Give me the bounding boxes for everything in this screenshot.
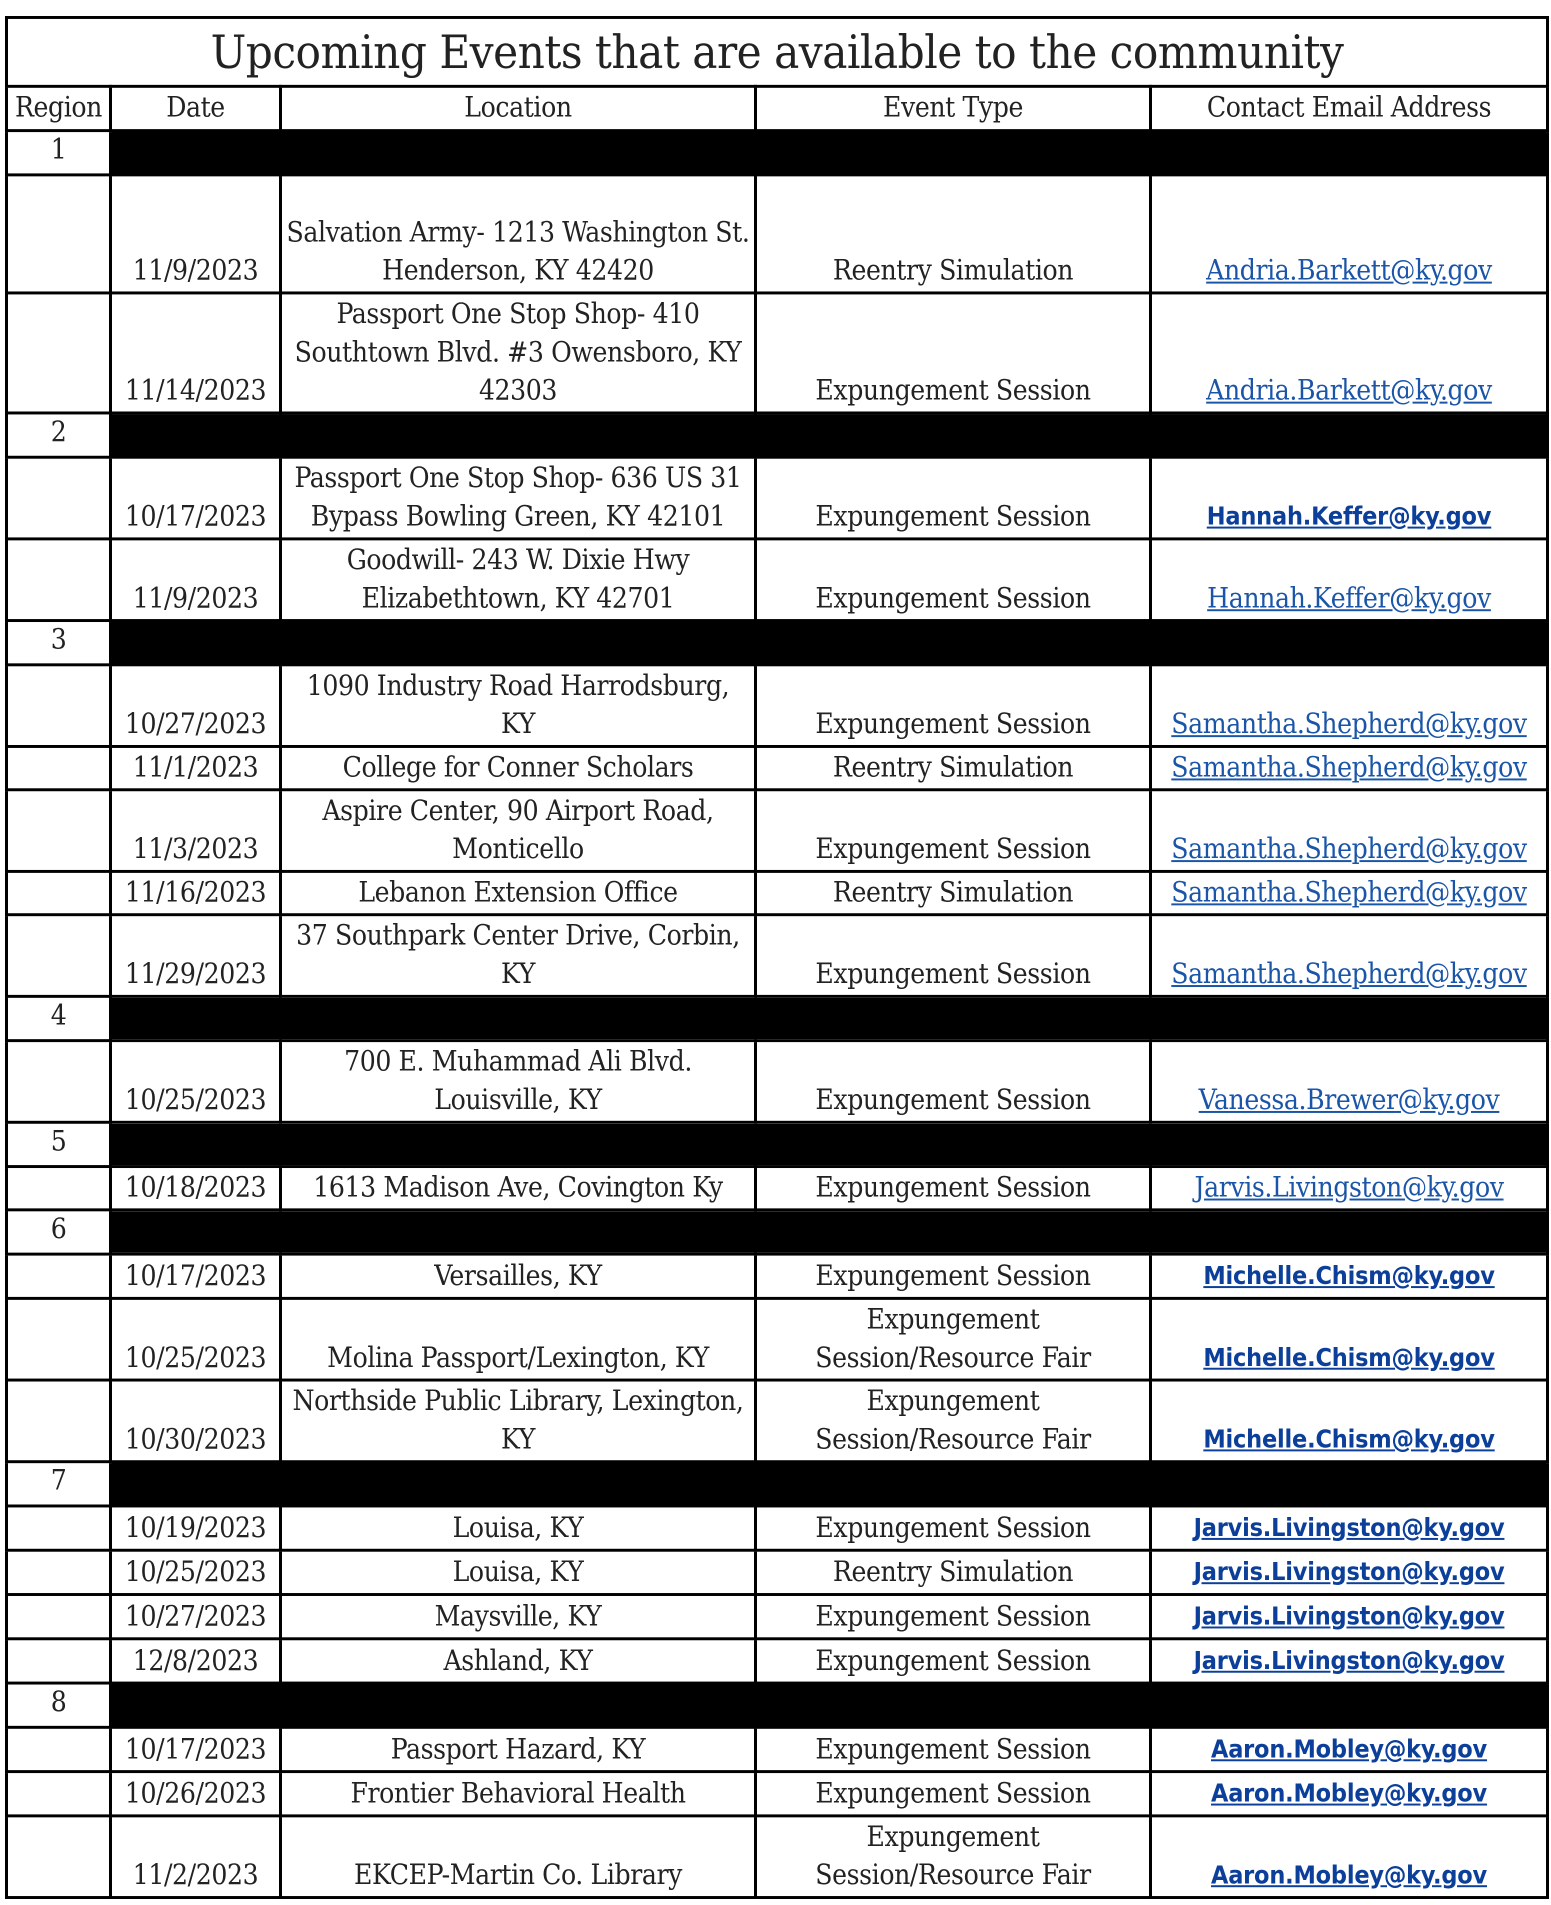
region-header-row <box>7 1462 1548 1506</box>
region-divider-bar <box>111 1122 1548 1166</box>
region-cell <box>7 1380 111 1462</box>
column-header-location: Location <box>281 86 756 130</box>
column-header-date: Date <box>111 86 281 130</box>
contact-email-cell <box>1151 457 1548 539</box>
event-type: Expungement Session <box>756 1506 1151 1550</box>
contact-email-link[interactable]: Aaron.Mobley@ky.gov <box>1210 1860 1488 1890</box>
event-type: Expungement Session <box>756 1727 1151 1771</box>
region-cell <box>7 746 111 789</box>
event-location: 700 E. Muhammad Ali Blvd. Louisville, KY <box>281 1041 756 1123</box>
table-row <box>7 746 1548 789</box>
contact-email-link[interactable]: Aaron.Mobley@ky.gov <box>1210 1778 1488 1808</box>
region-divider-bar <box>111 996 1548 1040</box>
table-row <box>7 457 1548 539</box>
region-number: 1 <box>7 131 111 175</box>
region-cell <box>7 1298 111 1380</box>
event-type: Expungement Session <box>756 457 1151 539</box>
event-type: Expungement Session <box>756 1041 1151 1123</box>
event-type: Expungement Session <box>756 1167 1151 1210</box>
event-type: Expungement Session/Resource Fair <box>756 1816 1151 1898</box>
event-location: Louisa, KY <box>281 1550 756 1594</box>
events-table <box>5 16 1549 1899</box>
event-type: Expungement Session/Resource Fair <box>756 1298 1151 1380</box>
region-cell <box>7 1254 111 1298</box>
contact-email-link[interactable]: Samantha.Shepherd@ky.gov <box>1171 875 1527 909</box>
region-cell <box>7 293 111 413</box>
event-date: 10/30/2023 <box>111 1380 281 1462</box>
event-location: Passport Hazard, KY <box>281 1727 756 1771</box>
region-number: 8 <box>7 1683 111 1727</box>
contact-email-link[interactable]: Andria.Barkett@ky.gov <box>1206 254 1492 287</box>
contact-email-link[interactable]: Vanessa.Brewer@ky.gov <box>1198 1083 1500 1116</box>
table-row <box>7 790 1548 872</box>
table-row <box>7 1639 1548 1683</box>
contact-email-link[interactable]: Jarvis.Livingston@ky.gov <box>1193 1557 1505 1587</box>
contact-email-cell <box>1151 1298 1548 1380</box>
region-divider-bar <box>111 1683 1548 1727</box>
contact-email-cell <box>1151 539 1548 621</box>
region-cell <box>7 175 111 293</box>
event-location: 1613 Madison Ave, Covington Ky <box>281 1167 756 1210</box>
contact-email-cell <box>1151 293 1548 413</box>
region-number: 2 <box>7 413 111 457</box>
event-location: 1090 Industry Road Harrodsburg, KY <box>281 665 756 747</box>
event-date: 11/14/2023 <box>111 293 281 413</box>
event-date: 12/8/2023 <box>111 1639 281 1683</box>
contact-email-cell <box>1151 1550 1548 1594</box>
event-location: Molina Passport/Lexington, KY <box>281 1298 756 1380</box>
contact-email-cell <box>1151 665 1548 747</box>
event-type: Reentry Simulation <box>756 746 1151 789</box>
page-title: Upcoming Events that are available to the community <box>7 17 1548 86</box>
table-row <box>7 1380 1548 1462</box>
region-divider-bar <box>111 621 1548 665</box>
table-row <box>7 665 1548 747</box>
region-cell <box>7 665 111 747</box>
event-type: Expungement Session <box>756 293 1151 413</box>
contact-email-cell <box>1151 1506 1548 1550</box>
contact-email-link[interactable]: Jarvis.Livingston@ky.gov <box>1194 1170 1504 1204</box>
contact-email-cell <box>1151 1727 1548 1771</box>
column-header-event-type: Event Type <box>756 86 1151 130</box>
region-header-row <box>7 621 1548 665</box>
event-location: Passport One Stop Shop- 410 Southtown Blvd. #3 Owensboro, KY 42303 <box>281 293 756 413</box>
event-location: Goodwill- 243 W. Dixie Hwy Elizabethtown, KY 42701 <box>281 539 756 621</box>
event-date: 11/1/2023 <box>111 746 281 789</box>
contact-email-cell <box>1151 1639 1548 1683</box>
event-location: 37 Southpark Center Drive, Corbin, KY <box>281 915 756 997</box>
event-date: 10/27/2023 <box>111 1595 281 1639</box>
region-cell <box>7 1727 111 1771</box>
region-divider-bar <box>111 131 1548 175</box>
region-cell <box>7 1816 111 1898</box>
region-number: 5 <box>7 1122 111 1166</box>
event-location: Louisa, KY <box>281 1506 756 1550</box>
table-row <box>7 1550 1548 1594</box>
contact-email-cell <box>1151 1595 1548 1639</box>
region-header-row <box>7 1210 1548 1254</box>
contact-email-link[interactable]: Samantha.Shepherd@ky.gov <box>1171 707 1527 741</box>
event-location: EKCEP-Martin Co. Library <box>281 1816 756 1898</box>
table-row <box>7 1727 1548 1771</box>
event-type: Reentry Simulation <box>756 1550 1151 1594</box>
region-cell <box>7 1595 111 1639</box>
contact-email-cell <box>1151 915 1548 997</box>
event-date: 10/25/2023 <box>111 1550 281 1594</box>
event-location: College for Conner Scholars <box>281 746 756 789</box>
table-row <box>7 1595 1548 1639</box>
contact-email-link[interactable]: Michelle.Chism@ky.gov <box>1203 1343 1495 1372</box>
event-location: Northside Public Library, Lexington, KY <box>281 1380 756 1462</box>
contact-email-cell <box>1151 1041 1548 1123</box>
event-type: Expungement Session/Resource Fair <box>756 1380 1151 1462</box>
region-number: 7 <box>7 1462 111 1506</box>
event-location: Frontier Behavioral Health <box>281 1772 756 1816</box>
event-date: 11/9/2023 <box>111 539 281 621</box>
event-location: Versailles, KY <box>281 1254 756 1298</box>
event-date: 11/29/2023 <box>111 915 281 997</box>
region-cell <box>7 790 111 872</box>
contact-email-cell <box>1151 871 1548 914</box>
event-location: Lebanon Extension Office <box>281 871 756 914</box>
region-cell <box>7 1772 111 1816</box>
event-location: Ashland, KY <box>281 1639 756 1683</box>
region-header-row <box>7 413 1548 457</box>
table-row <box>7 1816 1548 1898</box>
region-header-row <box>7 131 1548 175</box>
region-divider-bar <box>111 1462 1548 1506</box>
contact-email-link[interactable]: Jarvis.Livingston@ky.gov <box>1193 1601 1505 1631</box>
event-type: Expungement Session <box>756 1595 1151 1639</box>
event-date: 11/9/2023 <box>111 175 281 293</box>
contact-email-link[interactable]: Michelle.Chism@ky.gov <box>1203 1424 1495 1454</box>
table-row <box>7 1298 1548 1380</box>
region-divider-bar <box>111 413 1548 457</box>
table-row <box>7 1254 1548 1298</box>
table-row <box>7 175 1548 293</box>
region-number: 6 <box>7 1210 111 1254</box>
event-date: 11/3/2023 <box>111 790 281 872</box>
column-header-email: Contact Email Address <box>1151 86 1548 130</box>
region-header-row <box>7 996 1548 1040</box>
event-type: Expungement Session <box>756 1254 1151 1298</box>
table-row <box>7 293 1548 413</box>
region-cell <box>7 871 111 914</box>
contact-email-link[interactable]: Samantha.Shepherd@ky.gov <box>1171 750 1527 784</box>
table-row <box>7 1506 1548 1550</box>
table-row <box>7 539 1548 621</box>
region-cell <box>7 1550 111 1594</box>
table-row <box>7 1772 1548 1816</box>
event-location: Passport One Stop Shop- 636 US 31 Bypass Bowling Green, KY 42101 <box>281 457 756 539</box>
event-date: 10/19/2023 <box>111 1506 281 1550</box>
contact-email-link[interactable]: Aaron.Mobley@ky.gov <box>1210 1734 1488 1764</box>
contact-email-cell <box>1151 1772 1548 1816</box>
contact-email-cell <box>1151 790 1548 872</box>
contact-email-link[interactable]: Jarvis.Livingston@ky.gov <box>1193 1646 1505 1675</box>
event-date: 11/2/2023 <box>111 1816 281 1898</box>
contact-email-cell <box>1151 1167 1548 1210</box>
contact-email-link[interactable]: Hannah.Keffer@ky.gov <box>1206 501 1492 531</box>
region-header-row <box>7 1122 1548 1166</box>
contact-email-link[interactable]: Jarvis.Livingston@ky.gov <box>1193 1513 1505 1542</box>
event-location: Salvation Army- 1213 Washington St. Henderson, KY 42420 <box>281 175 756 293</box>
region-cell <box>7 915 111 997</box>
contact-email-cell <box>1151 746 1548 789</box>
event-date: 10/17/2023 <box>111 1254 281 1298</box>
region-cell <box>7 1506 111 1550</box>
event-date: 11/16/2023 <box>111 871 281 914</box>
contact-email-link[interactable]: Samantha.Shepherd@ky.gov <box>1171 957 1527 990</box>
contact-email-link[interactable]: Michelle.Chism@ky.gov <box>1203 1261 1495 1291</box>
table-row <box>7 915 1548 997</box>
region-number: 3 <box>7 621 111 665</box>
region-divider-bar <box>111 1210 1548 1254</box>
event-type: Expungement Session <box>756 915 1151 997</box>
contact-email-link[interactable]: Samantha.Shepherd@ky.gov <box>1171 832 1527 866</box>
event-type: Expungement Session <box>756 1772 1151 1816</box>
region-cell <box>7 457 111 539</box>
title-row <box>7 17 1548 86</box>
region-cell <box>7 1167 111 1210</box>
contact-email-cell <box>1151 175 1548 293</box>
region-cell <box>7 1041 111 1123</box>
header-row <box>7 86 1548 130</box>
table-row <box>7 871 1548 914</box>
event-date: 10/17/2023 <box>111 457 281 539</box>
event-type: Expungement Session <box>756 665 1151 747</box>
event-date: 10/18/2023 <box>111 1167 281 1210</box>
contact-email-cell <box>1151 1380 1548 1462</box>
event-date: 10/25/2023 <box>111 1298 281 1380</box>
contact-email-link[interactable]: Andria.Barkett@ky.gov <box>1206 374 1492 407</box>
event-location: Aspire Center, 90 Airport Road, Monticello <box>281 790 756 872</box>
column-header-region: Region <box>7 86 111 130</box>
contact-email-cell <box>1151 1254 1548 1298</box>
region-number: 4 <box>7 996 111 1040</box>
table-row <box>7 1167 1548 1210</box>
event-type: Reentry Simulation <box>756 871 1151 914</box>
event-date: 10/17/2023 <box>111 1727 281 1771</box>
region-header-row <box>7 1683 1548 1727</box>
event-location: Maysville, KY <box>281 1595 756 1639</box>
event-type: Expungement Session <box>756 1639 1151 1683</box>
event-date: 10/25/2023 <box>111 1041 281 1123</box>
region-cell <box>7 1639 111 1683</box>
event-type: Expungement Session <box>756 790 1151 872</box>
event-type: Expungement Session <box>756 539 1151 621</box>
table-row <box>7 1041 1548 1123</box>
event-date: 10/27/2023 <box>111 665 281 747</box>
contact-email-cell <box>1151 1816 1548 1898</box>
contact-email-link[interactable]: Hannah.Keffer@ky.gov <box>1207 581 1491 615</box>
event-type: Reentry Simulation <box>756 175 1151 293</box>
region-cell <box>7 539 111 621</box>
event-date: 10/26/2023 <box>111 1772 281 1816</box>
